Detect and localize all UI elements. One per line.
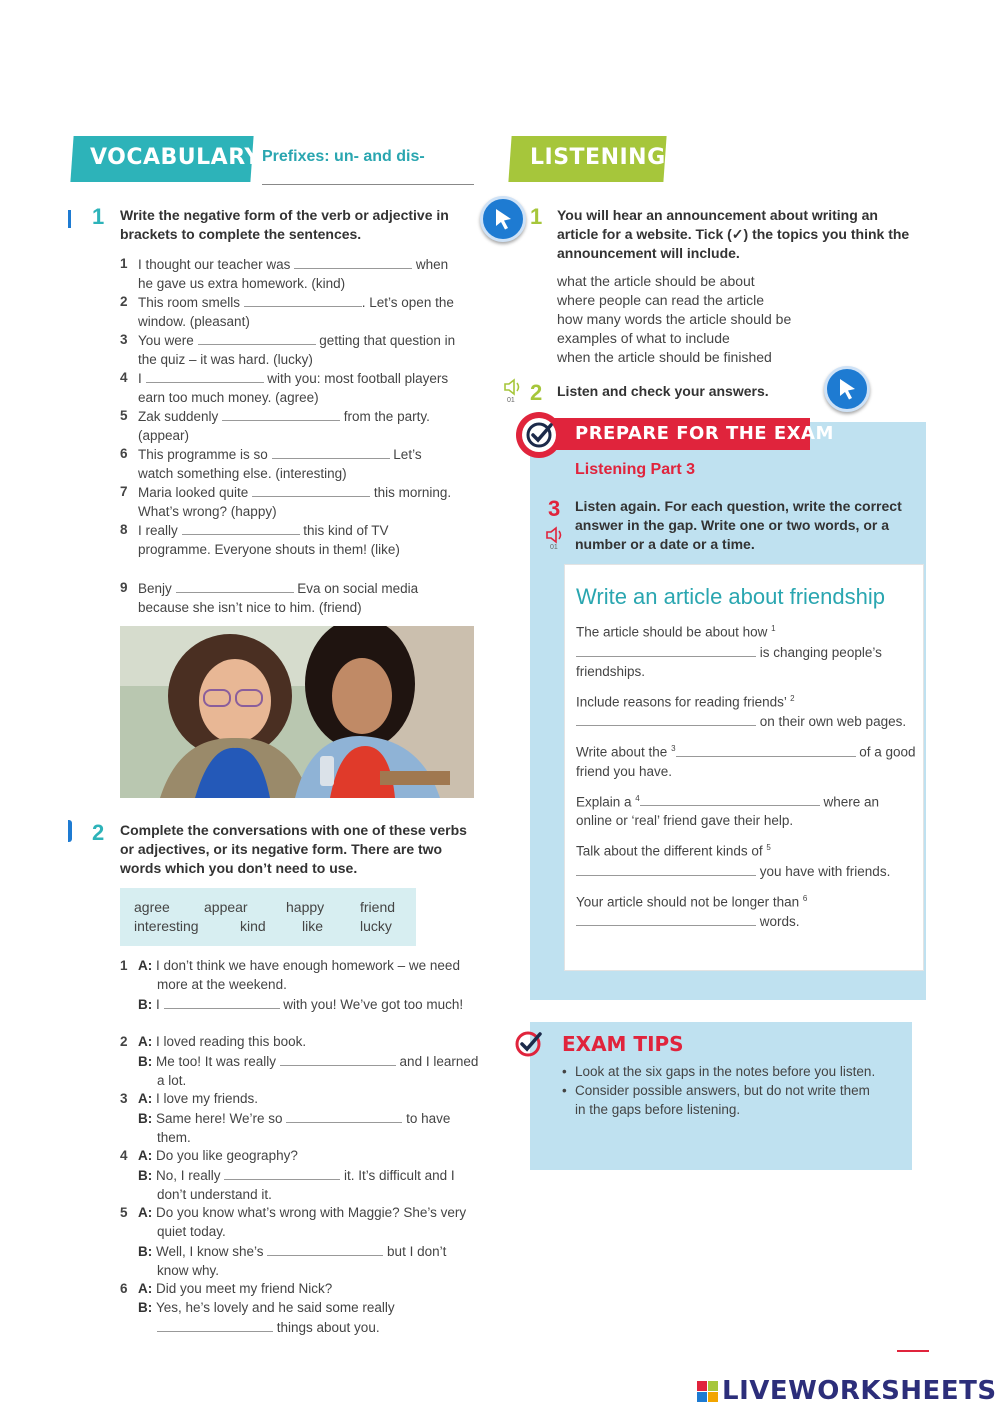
note-item: Your article should not be longer than $^6$ words.	[576, 893, 808, 929]
conversation-lines: A: I loved reading this book. B: Me too! It was really and I learned a lot.	[138, 1034, 479, 1088]
answer-gap[interactable]	[272, 444, 390, 459]
subtitle-underline	[262, 184, 474, 185]
word-item: interesting	[134, 918, 199, 934]
conversation-item	[120, 1089, 480, 1147]
word-item: happy	[286, 899, 325, 915]
liveworksheets-logo[interactable]: LIVEWORKSHEETS	[722, 1376, 997, 1406]
item-number: 5	[120, 408, 128, 423]
gap-number: 1	[771, 624, 776, 633]
item-number: 8	[120, 522, 128, 537]
sentence-item	[120, 330, 460, 369]
sentence-item	[120, 254, 460, 293]
conversation-item	[120, 1032, 480, 1090]
pointer-arrow-icon	[483, 199, 523, 239]
item-text: This room smells . Let’s open the window. (pleasant)	[138, 292, 460, 331]
answer-gap[interactable]	[286, 1108, 402, 1123]
note-item: Explain a $^4$ where an online or ‘real’ friend gave their help.	[576, 789, 916, 831]
listening-exercise-1-number: 1	[530, 204, 543, 229]
answer-gap[interactable]	[222, 406, 340, 421]
gap-number: 2	[790, 693, 795, 703]
conversation-lines: A: Did you meet my friend Nick? B: Yes, he’s lovely and he said some really things about you.	[138, 1281, 395, 1335]
item-number: 6	[120, 1281, 128, 1296]
answer-gap[interactable]	[224, 1165, 340, 1180]
answer-gap[interactable]	[267, 1241, 383, 1256]
note-item: The article should be about how $^1$ is changing people’s friendships.	[576, 624, 882, 679]
gap-number: 4	[635, 793, 640, 803]
word-item: kind	[240, 918, 266, 934]
word-item: friend	[360, 899, 396, 915]
conversation-lines: A: I don’t think we have enough homework – we need more at the weekend. B: I with you! We’ve got too much!	[138, 958, 464, 1012]
answer-gap[interactable]	[244, 292, 362, 307]
item-text: This programme is so Let’s watch something else. (interesting)	[138, 444, 460, 483]
exam-tip-item: • Consider possible answers, but do not write them in the gaps before listening.	[562, 1083, 870, 1117]
sentence-item	[120, 578, 460, 617]
sentence-item	[120, 368, 460, 407]
word-item: agree	[134, 899, 170, 915]
item-number: 4	[120, 370, 128, 385]
gap-number: 5	[766, 843, 771, 852]
notes-list	[576, 619, 916, 939]
item-text: I with you: most football players earn too much money. (agree)	[138, 368, 460, 407]
conversation-lines: A: Do you know what’s wrong with Maggie? She’s very quiet today. B: Well, I know she’s but I don’t know why.	[138, 1205, 467, 1278]
topic-list	[557, 272, 791, 367]
word-box	[120, 888, 416, 946]
conversation-item	[120, 956, 480, 1014]
item-text: I really this kind of TV programme. Everyone shouts in them! (like)	[138, 520, 460, 559]
page-edge-marker	[68, 820, 72, 842]
answer-gap[interactable]	[576, 711, 756, 726]
cursor-button[interactable]	[480, 196, 526, 242]
sentence-item	[120, 406, 460, 445]
answer-gap[interactable]	[176, 578, 294, 593]
exercise-2-instruction: Complete the conversations with one of these verbs or adjectives, or its negative form. There are two words which you don’t need to use.	[120, 822, 467, 876]
item-number: 2	[120, 1034, 128, 1049]
note-item: Include reasons for reading friends’ $^2$ on their own web pages.	[576, 693, 907, 729]
item-number: 2	[120, 294, 128, 309]
two-girls-laughing-image	[120, 626, 474, 798]
pointer-arrow-icon	[827, 369, 867, 409]
vocabulary-title: VOCABULARY	[90, 145, 261, 170]
item-number: 1	[120, 256, 128, 271]
answer-gap[interactable]	[576, 911, 756, 926]
conversation-item	[120, 1203, 480, 1280]
exercise-1-number: 1	[92, 204, 105, 229]
answer-gap[interactable]	[676, 742, 856, 757]
conversation-item	[120, 1279, 480, 1337]
item-text: Maria looked quite this morning. What’s wrong? (happy)	[138, 482, 460, 521]
prepare-exercise-3-instruction: Listen again. For each question, write the correct answer in the gap. Write one or two words, or a number or a date or a time.	[575, 498, 902, 552]
sentence-item	[120, 292, 460, 331]
exercise-1-instruction: Write the negative form of the verb or adjective in brackets to complete the sentences.	[120, 207, 449, 242]
friends-photo	[120, 626, 474, 798]
checkmark-icon	[513, 1027, 547, 1066]
liveworksheets-logo-mark	[697, 1381, 719, 1403]
sentence-item	[120, 520, 460, 559]
checkmark-icon	[522, 418, 556, 457]
item-number: 3	[120, 1091, 128, 1106]
page-number-dash	[897, 1350, 929, 1352]
listening-title: LISTENING	[530, 145, 666, 170]
listening-part-title: Listening Part 3	[575, 461, 696, 478]
prepare-exam-title: PREPARE FOR THE EXAM	[575, 423, 834, 444]
item-number: 3	[120, 332, 128, 347]
vocabulary-subtitle: Prefixes: un- and dis-	[262, 148, 425, 165]
topic-item[interactable]: examples of what to include	[557, 330, 730, 346]
answer-gap[interactable]	[294, 254, 412, 269]
page-edge-marker	[68, 210, 71, 228]
answer-gap[interactable]	[252, 482, 370, 497]
answer-gap[interactable]	[640, 791, 820, 806]
sentence-item	[120, 482, 460, 521]
exam-tip-item: • Look at the six gaps in the notes before you listen.	[562, 1064, 876, 1079]
topic-item[interactable]: what the article should be about	[557, 273, 755, 289]
note-item: Talk about the different kinds of $^5$ you have with friends.	[576, 843, 891, 879]
listening-exercise-2-instruction: Listen and check your answers.	[557, 383, 769, 399]
item-text: I thought our teacher was when he gave us extra homework. (kind)	[138, 254, 460, 293]
prepare-exercise-3-number: 3	[548, 496, 561, 521]
gap-number: 6	[802, 893, 808, 903]
audio-track-number: 01	[507, 397, 515, 404]
conversation-lines: A: Do you like geography? B: No, I really it. It’s difficult and I don’t understand it.	[138, 1148, 455, 1202]
topic-item[interactable]: when the article should be finished	[557, 349, 772, 365]
item-number: 5	[120, 1205, 128, 1220]
topic-item[interactable]: how many words the article should be	[557, 311, 792, 327]
item-text: Benjy Eva on social media because she isn’t nice to him. (friend)	[138, 578, 460, 617]
listening-exercise-2-number: 2	[530, 380, 543, 405]
item-number: 6	[120, 446, 128, 461]
exam-tips-list	[562, 1062, 882, 1119]
conversation-lines: A: I love my friends. B: Same here! We’re so to have them.	[138, 1091, 451, 1145]
answer-gap[interactable]	[576, 642, 756, 657]
gap-number: 3	[671, 744, 676, 753]
word-item: like	[302, 918, 324, 934]
item-number: 1	[120, 958, 128, 973]
answer-gap[interactable]	[280, 1051, 396, 1066]
item-number: 9	[120, 580, 128, 595]
listening-exercise-1-instruction: You will hear an announcement about writing an article for a website. Tick (✓) the topics you think the announcement will include.	[557, 207, 910, 261]
cursor-button[interactable]	[824, 366, 870, 412]
exercise-2-number: 2	[92, 820, 105, 845]
answer-gap[interactable]	[164, 994, 280, 1009]
conversation-item	[120, 1146, 480, 1204]
item-text: You were getting that question in the quiz – it was hard. (lucky)	[138, 330, 460, 369]
audio-track-number: 01	[550, 544, 558, 551]
answer-gap[interactable]	[576, 861, 756, 876]
notes-card	[565, 565, 923, 970]
item-text: Zak suddenly from the party. (appear)	[138, 406, 460, 445]
answer-gap[interactable]	[182, 520, 300, 535]
notes-card-title: Write an article about friendship	[576, 584, 885, 609]
answer-gap[interactable]	[146, 368, 264, 383]
word-item: appear	[204, 899, 248, 915]
note-item: Write about the $^3$ of a good friend you have.	[576, 739, 916, 781]
word-item: lucky	[360, 918, 392, 934]
sentence-item	[120, 444, 460, 483]
topic-item[interactable]: where people can read the article	[557, 292, 765, 308]
item-number: 4	[120, 1148, 128, 1163]
answer-gap[interactable]	[198, 330, 316, 345]
item-number: 7	[120, 484, 128, 499]
exam-tips-title: EXAM TIPS	[562, 1032, 684, 1056]
answer-gap[interactable]	[157, 1317, 273, 1332]
